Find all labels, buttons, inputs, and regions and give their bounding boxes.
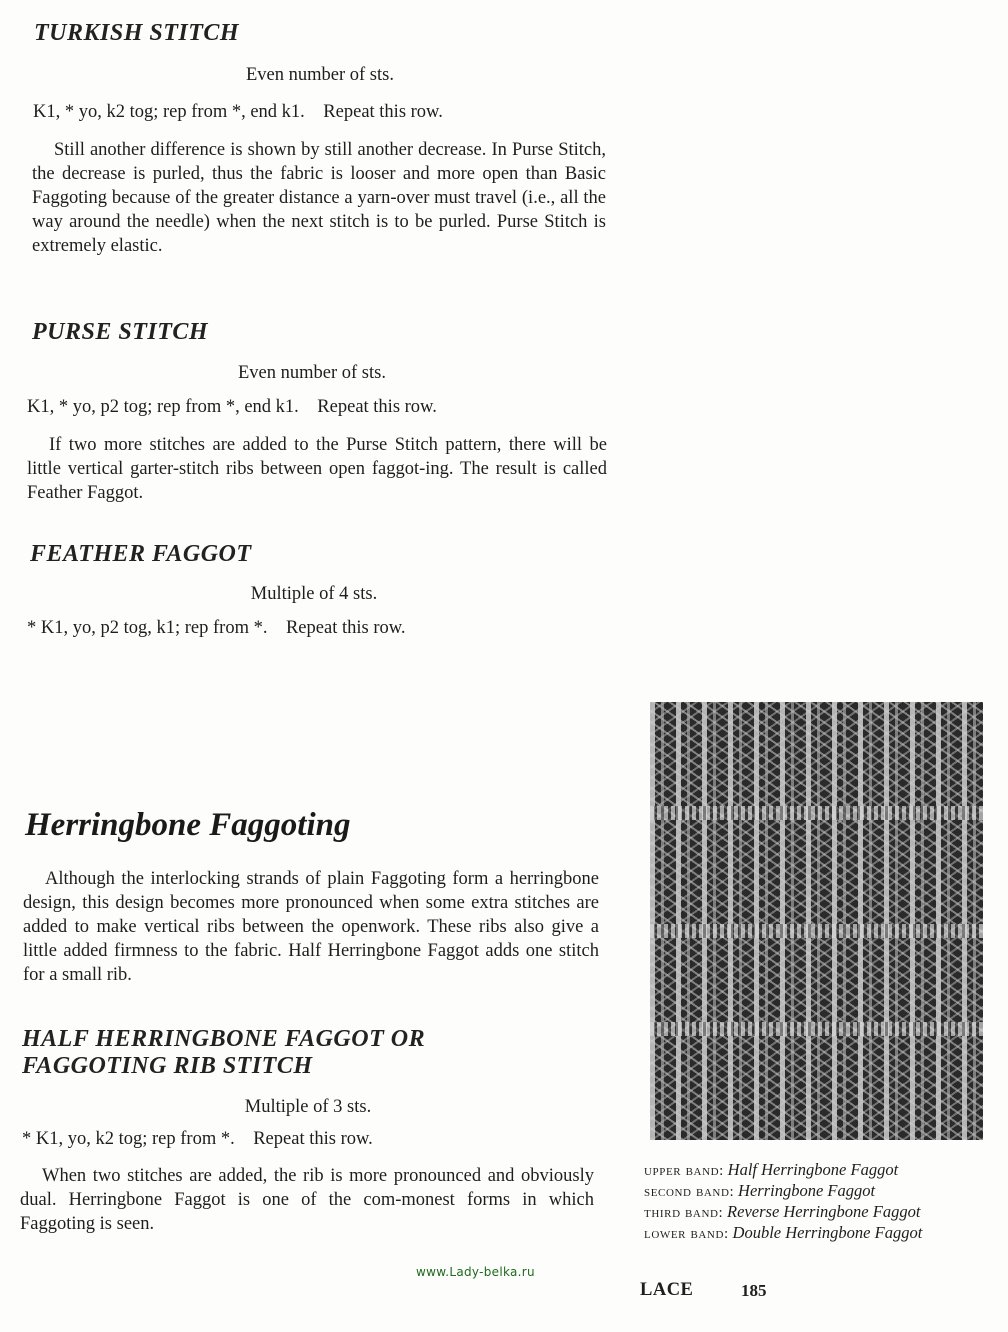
photo-caption <box>644 1160 974 1244</box>
band-divider <box>650 924 983 938</box>
band-divider <box>650 1022 983 1036</box>
turkish-stitch-instruction: K1, * yo, k2 tog; rep from *, end k1. Repeat this row. <box>33 102 443 122</box>
turkish-stitch-count: Even number of sts. <box>246 65 394 85</box>
purse-stitch-count: Even number of sts. <box>238 363 386 383</box>
purse-stitch-paragraph: If two more stitches are added to the Purse Stitch pattern, there will be little vertical garter-stitch ribs between open faggot-ing. The result is called Feather Faggot. <box>27 435 607 503</box>
turkish-stitch-heading: TURKISH STITCH <box>34 20 240 46</box>
caption-value: Herringbone Faggot <box>738 1181 876 1200</box>
feather-faggot-heading: FEATHER FAGGOT <box>30 541 252 567</box>
purse-stitch-instruction: K1, * yo, p2 tog; rep from *, end k1. Repeat this row. <box>27 397 437 417</box>
turkish-stitch-paragraph: Still another difference is shown by still another decrease. In Purse Stitch, the decrease is purled, thus the fabric is looser and more open than Basic Faggoting because of the greater distance a yarn-over must travel (i.e., all the way around the needle) when the next stitch is to be purled. Purse Stitch is extremely elastic. <box>32 140 606 256</box>
half-herringbone-paragraph: When two stitches are added, the rib is more pronounced and obviously dual. Herringbone Faggot is one of the com-monest forms in which Faggoting is seen. <box>20 1166 594 1234</box>
half-herringbone-instruction: * K1, yo, k2 tog; rep from *. Repeat this row. <box>22 1129 373 1149</box>
caption-label: second band: <box>644 1184 735 1200</box>
caption-line-second <box>644 1181 974 1202</box>
caption-label: lower band: <box>644 1226 729 1242</box>
half-herringbone-heading-line1: HALF HERRINGBONE FAGGOT OR <box>22 1026 426 1052</box>
caption-line-upper <box>644 1160 974 1181</box>
caption-label: third band: <box>644 1205 724 1221</box>
half-herringbone-heading <box>22 1026 425 1080</box>
footer-section-name: LACE <box>640 1280 694 1300</box>
page-number: 185 <box>741 1281 767 1300</box>
caption-value: Half Herringbone Faggot <box>727 1160 899 1179</box>
knitted-swatch-photo <box>650 702 983 1140</box>
feather-faggot-instruction: * K1, yo, p2 tog, k1; rep from *. Repeat this row. <box>27 618 406 638</box>
band-divider <box>650 806 983 820</box>
herringbone-faggoting-paragraph: Although the interlocking strands of plain Faggoting form a herringbone design, this design becomes more pronounced when some extra stitches are added to make vertical ribs between the openwork. These ribs also give a little added firmness to the fabric. Half Herringbone Faggot adds one stitch for a small rib. <box>23 869 599 985</box>
half-herringbone-heading-line2: FAGGOTING RIB STITCH <box>22 1053 313 1079</box>
half-herringbone-count: Multiple of 3 sts. <box>244 1097 372 1117</box>
herringbone-faggoting-heading: Herringbone Faggoting <box>25 807 351 843</box>
caption-label: upper band: <box>644 1163 724 1179</box>
caption-value: Reverse Herringbone Faggot <box>727 1202 921 1221</box>
caption-line-lower <box>644 1223 974 1244</box>
feather-faggot-count: Multiple of 4 sts. <box>250 584 378 604</box>
caption-line-third <box>644 1202 974 1223</box>
purse-stitch-heading: PURSE STITCH <box>32 319 209 345</box>
caption-value: Double Herringbone Faggot <box>732 1223 923 1242</box>
watermark-link[interactable]: www.Lady-belka.ru <box>416 1265 535 1279</box>
